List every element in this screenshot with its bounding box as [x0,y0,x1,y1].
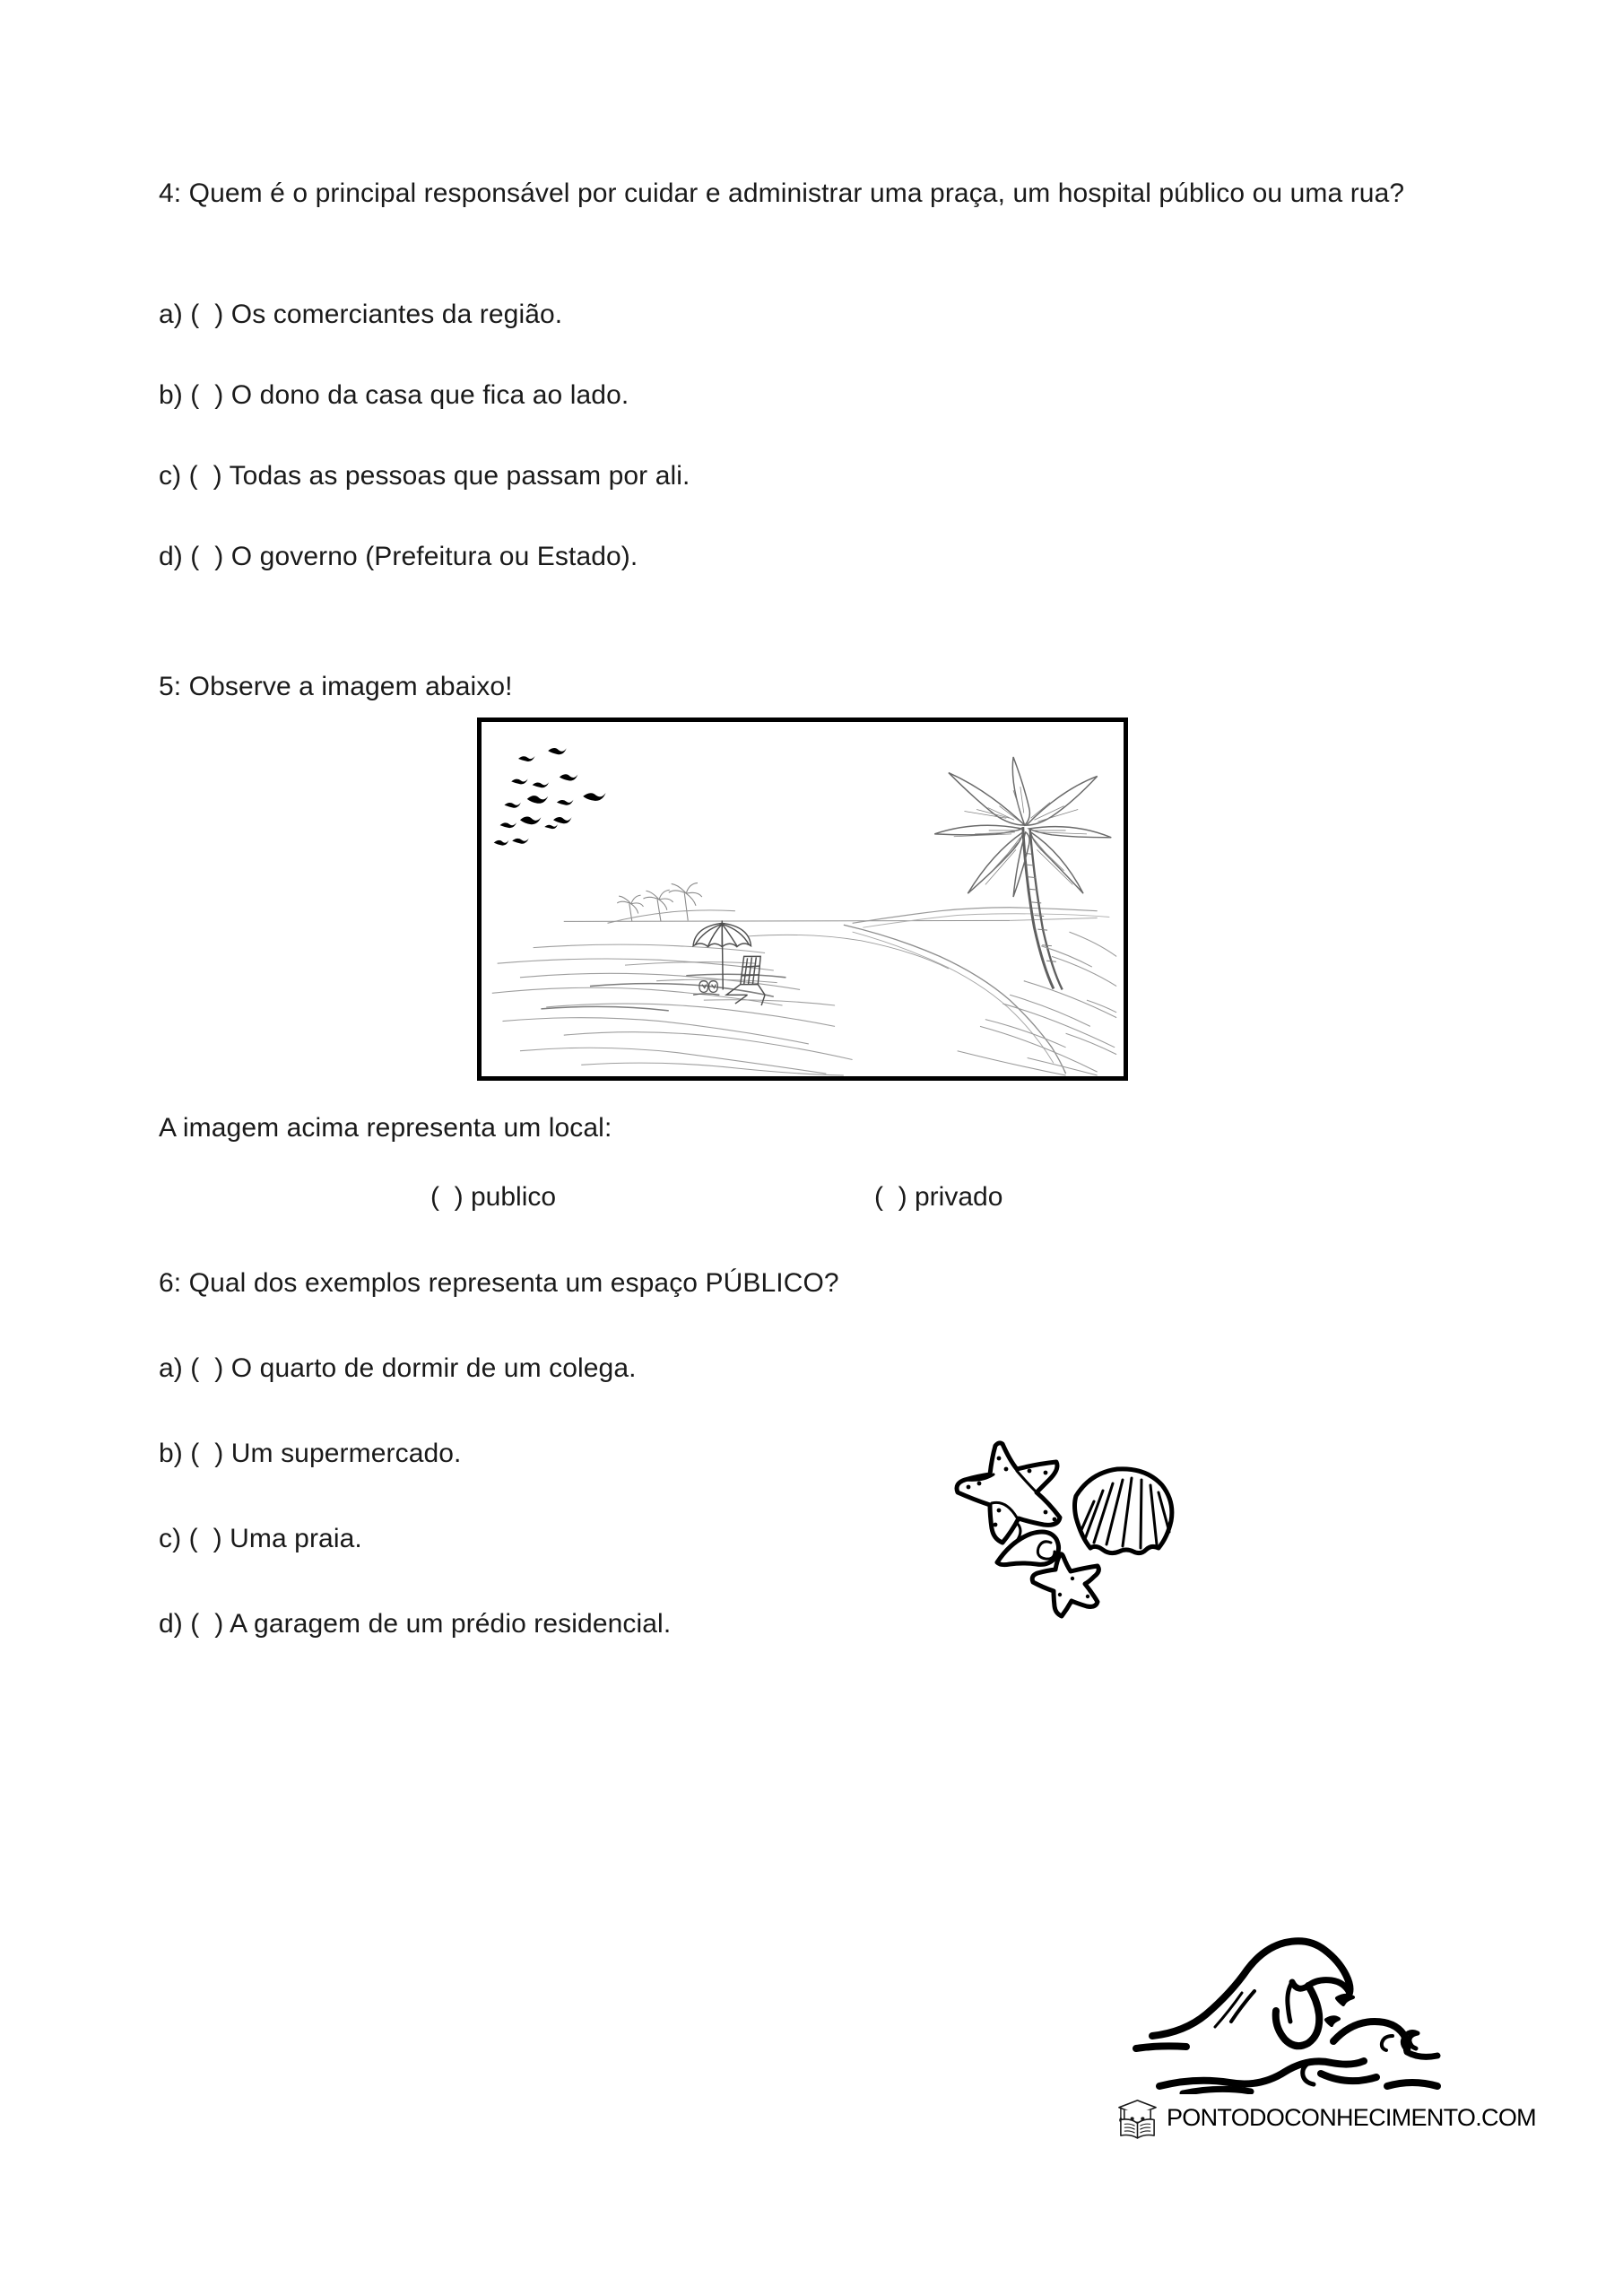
large-starfish-icon [957,1443,1060,1543]
question-5-caption: A imagem acima representa um local: [159,1113,612,1143]
ocean-wave-icon [1133,1928,1464,2094]
question-6-option-d[interactable]: d) ( ) A garagem de um prédio residencial. [159,1609,672,1639]
brand-row [1116,2092,1536,2144]
site-logo [1116,1928,1536,2152]
brand-text: PONTODOCONHECIMENTO.COM [1167,2103,1536,2131]
seashells-decoration [924,1417,1184,1623]
question-4-option-d[interactable]: d) ( ) O governo (Prefeitura ou Estado). [159,542,638,571]
question-4-option-b[interactable]: b) ( ) O dono da casa que fica ao lado. [159,380,629,410]
graduation-cap-book-icon [1116,2097,1159,2139]
beach-scene-figure [477,718,1128,1081]
question-4-prompt: 4: Quem é o principal responsável por cuidar e administrar uma praça, um hospital público ou uma rua? [159,178,1405,208]
question-6-prompt: 6: Qual dos exemplos representa um espaço PÚBLICO? [159,1268,839,1298]
conch-spiral [1037,1542,1055,1559]
question-6-option-b[interactable]: b) ( ) Um supermercado. [159,1439,462,1468]
question-4-option-c[interactable]: c) ( ) Todas as pessoas que passam por ali. [159,461,690,491]
scallop-ribs [1107,1480,1123,1544]
question-6-option-c[interactable]: c) ( ) Uma praia. [159,1524,362,1553]
option-publico[interactable]: ( ) publico [430,1182,557,1212]
starfish-crease [1017,1471,1037,1492]
option-privado[interactable]: ( ) privado [874,1182,1003,1212]
question-5-inline-options [159,1175,1468,1220]
question-4-option-a[interactable]: a) ( ) Os comerciantes da região. [159,300,563,329]
question-5-prompt: 5: Observe a imagem abaixo! [159,672,513,701]
question-6-option-a[interactable]: a) ( ) O quarto de dormir de um colega. [159,1353,637,1383]
